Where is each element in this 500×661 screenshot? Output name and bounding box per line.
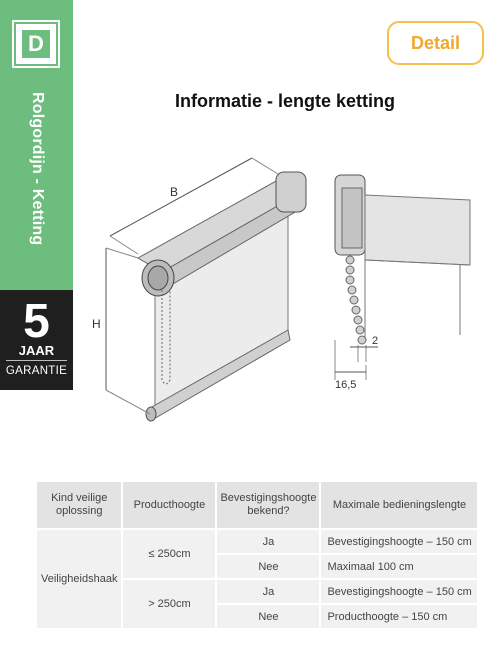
header-product-height: Producthoogte bbox=[123, 482, 215, 528]
warranty-unit: JAAR bbox=[18, 343, 55, 358]
brand-logo bbox=[14, 22, 58, 66]
cell-known: Ja bbox=[217, 530, 319, 553]
page-title: Informatie - lengte ketting bbox=[174, 91, 396, 111]
height-label: H bbox=[92, 317, 101, 331]
detail-button[interactable]: Detail bbox=[387, 21, 484, 65]
width-label: B bbox=[170, 185, 179, 199]
cell-length: Bevestigingshoogte – 150 cm bbox=[321, 580, 477, 603]
cell-known: Nee bbox=[217, 555, 319, 578]
header-mounting-height-known: Bevestigingshoogte bekend? bbox=[217, 482, 319, 528]
depth-label: 16,5 bbox=[335, 379, 357, 391]
warranty-badge bbox=[0, 290, 73, 390]
logo-letter: D bbox=[28, 31, 44, 56]
sidebar-green-strip bbox=[0, 0, 73, 290]
table-row bbox=[37, 530, 477, 553]
cell-height-group-1: ≤ 250cm bbox=[123, 530, 215, 578]
cell-length: Producthoogte – 150 cm bbox=[321, 605, 477, 628]
blind-perspective-drawing bbox=[106, 158, 306, 421]
roller-blind-diagram bbox=[80, 140, 480, 440]
product-title-vertical: Rolgordijn - Ketting bbox=[29, 92, 46, 246]
chain-length-table bbox=[35, 480, 479, 630]
cell-known: Ja bbox=[217, 580, 319, 603]
cell-solution: Veiligheidshaak bbox=[37, 530, 121, 628]
warranty-number: 5 bbox=[23, 295, 50, 348]
header-max-operating-length: Maximale bedieningslengte bbox=[321, 482, 477, 528]
logo-mark bbox=[22, 30, 50, 58]
warranty-label: GARANTIE bbox=[5, 365, 68, 377]
table-header-row bbox=[37, 482, 477, 528]
blind-side-section bbox=[335, 175, 470, 380]
header-child-safe-solution: Kind veilige oplossing bbox=[37, 482, 121, 528]
cell-length: Bevestigingshoogte – 150 cm bbox=[321, 530, 477, 553]
cell-known: Nee bbox=[217, 605, 319, 628]
cell-length: Maximaal 100 cm bbox=[321, 555, 477, 578]
cell-height-group-2: > 250cm bbox=[123, 580, 215, 628]
offset-label: 2 bbox=[372, 335, 379, 347]
warranty-divider bbox=[6, 360, 67, 361]
